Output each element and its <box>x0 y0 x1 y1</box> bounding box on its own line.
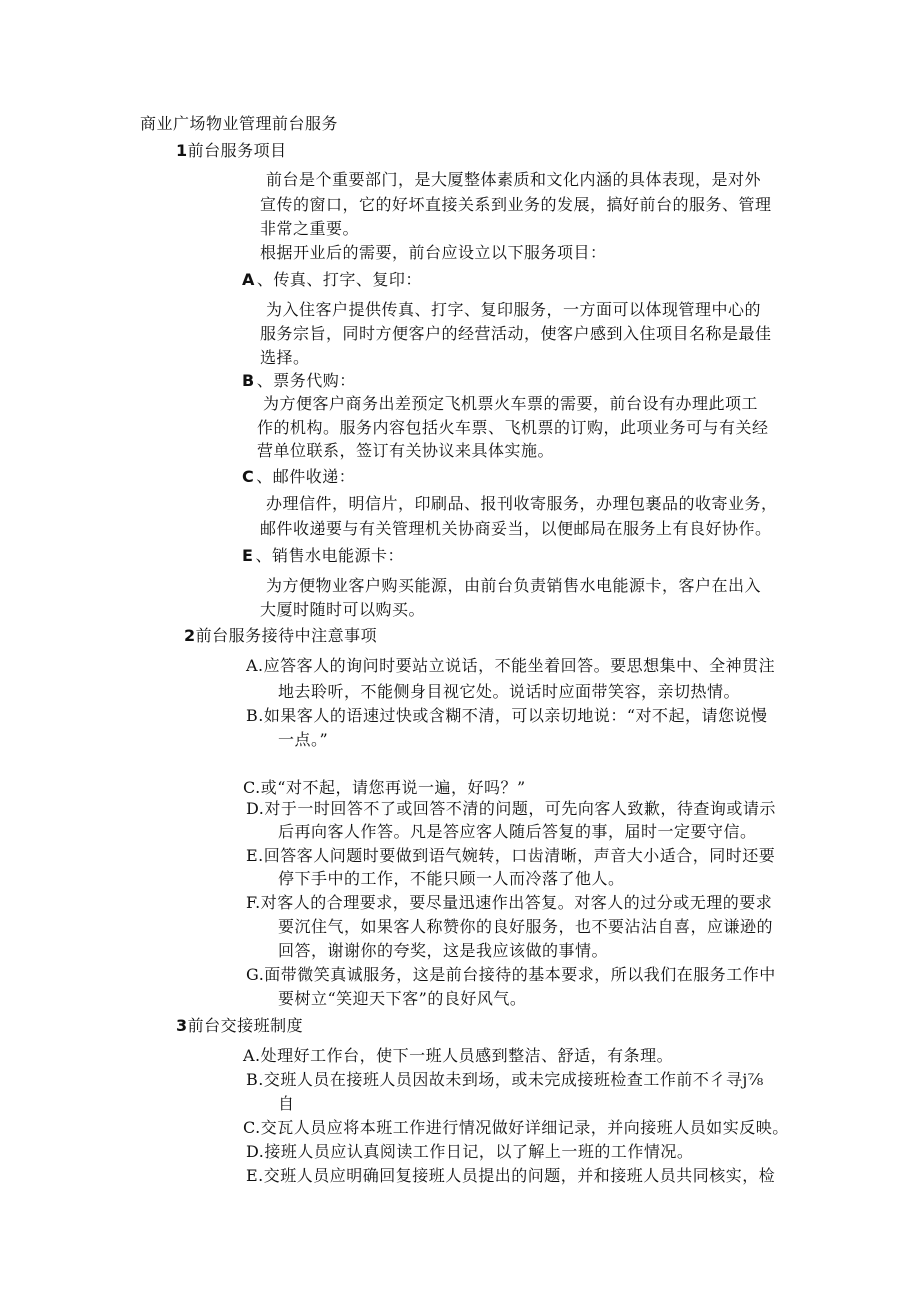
list-item: A.应答客人的询问时要站立说话，不能坐着回答。要思想集中、全神贯注 <box>246 656 776 675</box>
item-label: E <box>242 546 254 565</box>
paragraph-line: 邮件收递要与有关管理机关协商妥当，以便邮局在服务上有良好协作。 <box>260 519 772 538</box>
item-label: C <box>242 467 255 486</box>
item-label: B <box>242 371 255 390</box>
list-item: C.交瓦人员应将本班工作进行情况做好详细记录，并向接班人员如实反映。 <box>243 1118 789 1137</box>
list-item-continuation: 后再向客人作答。凡是答应客人随后答复的事，届时一定要守信。 <box>278 822 757 841</box>
item-e-heading <box>242 546 404 566</box>
section-number: 3 <box>176 1016 188 1035</box>
item-title: 、票务代购： <box>256 371 356 390</box>
section-3-heading <box>176 1016 303 1036</box>
item-title: 、销售水电能源卡： <box>255 546 404 565</box>
list-item: G.面带微笑真诚服务，这是前台接待的基本要求，所以我们在服务工作中 <box>246 965 776 984</box>
list-item: F.对客人的合理要求，要尽量迅速作出答复。对客人的过分或无理的要求 <box>246 893 773 912</box>
list-item: E.回答客人问题时要做到语气婉转，口齿清晰，声音大小适合，同时还要 <box>246 846 776 865</box>
list-item: E.交班人员应明确回复接班人员提出的问题，并和接班人员共同核实，检 <box>246 1166 776 1185</box>
list-item: A.处理好工作台，使下一班人员感到整洁、舒适，有条理。 <box>243 1046 674 1065</box>
paragraph-line: 根据开业后的需要，前台应设立以下服务项目： <box>260 243 607 262</box>
list-item-continuation: 回答，谢谢你的夸奖，这是我应该做的事情。 <box>278 941 609 960</box>
paragraph-line: 非常之重要。 <box>260 219 360 238</box>
paragraph-line: 为入住客户提供传真、打字、复印服务，一方面可以体现管理中心的 <box>266 300 762 319</box>
paragraph-line: 为方便物业客户购买能源，由前台负责销售水电能源卡，客户在出入 <box>266 576 762 595</box>
paragraph-line: 大厦时随时可以购买。 <box>260 600 426 619</box>
section-2-heading <box>184 626 377 646</box>
paragraph-line: 为方便客户商务出差预定飞机票火车票的需要，前台设有办理此项工 <box>263 394 759 413</box>
item-title: 、邮件收递： <box>256 467 356 486</box>
list-item: D.接班人员应认真阅读工作日记，以了解上一班的工作情况。 <box>246 1142 694 1161</box>
item-a-heading <box>242 270 422 290</box>
paragraph-line: 前台是个重要部门，是大厦整体素质和文化内涵的具体表现，是对外 <box>266 170 762 189</box>
list-item: C.或“对不起，请您再说一遍，好吗？” <box>243 778 526 797</box>
document-title: 商业广场物业管理前台服务 <box>140 114 339 133</box>
section-number: 1 <box>176 141 188 160</box>
paragraph-line: 服务宗旨，同时方便客户的经营活动，使客户感到入住项目名称是最佳 <box>260 324 772 343</box>
item-c-heading <box>242 467 355 487</box>
section-title: 前台交接班制度 <box>187 1016 304 1035</box>
list-item-continuation: 要树立“笑迎天下客”的良好风气。 <box>278 989 527 1008</box>
item-label: A <box>242 270 255 289</box>
list-item-continuation: 停下手中的工作，不能只顾一人而冷落了他人。 <box>278 869 625 888</box>
paragraph-line: 办理信件，明信片，印刷品、报刊收寄服务，办理包裹品的收寄业务， <box>266 494 778 513</box>
paragraph-line: 营单位联系，签订有关协议来具体实施。 <box>257 441 555 460</box>
list-item-continuation: 要沉住气，如果客人称赞你的良好服务，也不要沾沾自喜，应谦逊的 <box>278 917 774 936</box>
item-title: 、传真、打字、复印： <box>256 270 422 289</box>
list-item: B.交班人员在接班人员因故未到场，或未完成接班检查工作前不彳寻j⅞ <box>246 1070 764 1089</box>
list-item-continuation: 一点。” <box>278 730 329 749</box>
section-title: 前台服务接待中注意事项 <box>195 626 378 645</box>
paragraph-line: 作的机构。服务内容包括火车票、飞机票的订购，此项业务可与有关经 <box>257 418 769 437</box>
paragraph-line: 宣传的窗口，它的好坏直接关系到业务的发展，搞好前台的服务、管理 <box>260 195 772 214</box>
section-number: 2 <box>184 626 196 645</box>
list-item-continuation: 地去聆听，不能侧身目视它处。说话时应面带笑容，亲切热情。 <box>278 682 741 701</box>
list-item: D.对于一时回答不了或回答不清的问题，可先向客人致歉，待查询或请示 <box>246 799 776 818</box>
item-b-heading <box>242 371 356 391</box>
section-title: 前台服务项目 <box>187 141 287 160</box>
section-1-heading <box>176 141 287 161</box>
list-item-continuation: 自 <box>278 1094 295 1113</box>
list-item: B.如果客人的语速过快或含糊不清，可以亲切地说：“对不起，请您说慢 <box>246 706 768 725</box>
paragraph-line: 选择。 <box>260 348 310 367</box>
